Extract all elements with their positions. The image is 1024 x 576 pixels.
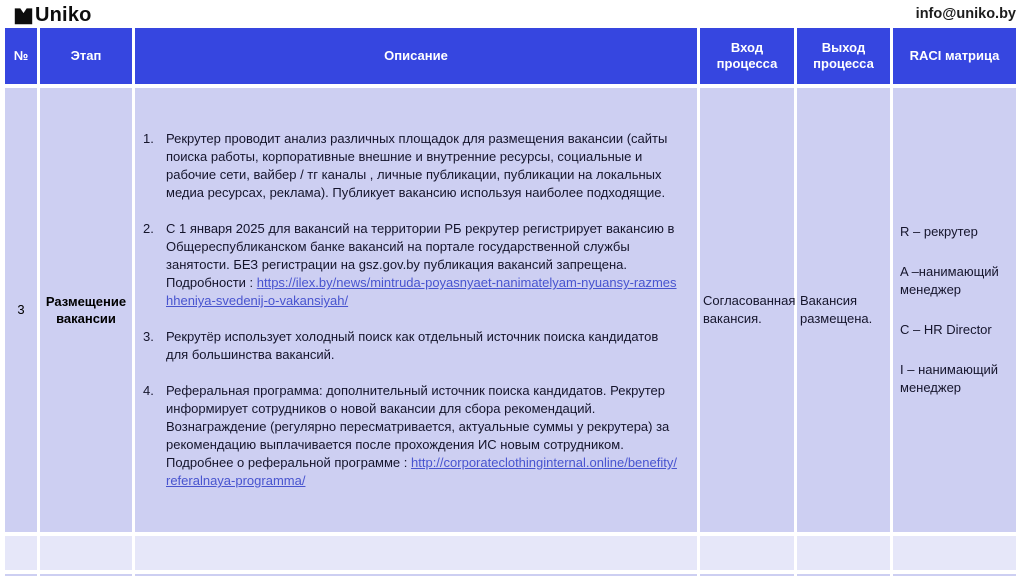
logo-text: Uniko — [35, 4, 92, 26]
row-output: Вакансия размещена. — [797, 88, 890, 532]
row-stage: Размещение вакансии — [40, 88, 132, 532]
description-text — [166, 382, 681, 490]
description-item — [143, 220, 681, 310]
description-body: Реферальная программа: дополнительный источник поиска кандидатов. Рекрутер информирует сотрудников о новой вакансии для сбора рекомендаций. Вознаграждение (регулярно пересматривается, актуальные суммы у рекрутера) за рекомендацию выплачивается после прохождения ИС новым сотрудником. Подробнее о реферальной программе : — [166, 383, 670, 470]
list-marker: 1. — [143, 131, 154, 146]
list-marker: 4. — [143, 383, 154, 398]
empty-cell — [893, 536, 1016, 570]
contact-email: info@uniko.by — [915, 6, 1016, 22]
uniko-logo-icon — [14, 6, 33, 25]
ilex-news-link[interactable]: https://ilex.by/news/mintruda-poyasnyaet-nanimatelyam-nyuansy-razmeshheniya-svedenij-o-vakansiyah/ — [166, 275, 677, 308]
list-marker: 3. — [143, 329, 154, 344]
empty-cell — [700, 536, 794, 570]
description-text — [166, 130, 681, 202]
description-body: С 1 января 2025 для вакансий на территории РБ рекрутер регистрирует вакансию в Общереспубликанском банке вакансий на портале государственной службы занятости. БЕЗ регистрации на gsz.gov.by публикация вакансий запрещена. Подробности : — [166, 221, 675, 290]
header-num: № — [5, 28, 37, 84]
header-description: Описание — [135, 28, 697, 84]
row-number: 3 — [5, 88, 37, 532]
description-item — [143, 328, 681, 364]
description-body: Рекрутёр использует холодный поиск как отдельный источник поиска кандидатов для большинства вакансий. — [166, 329, 659, 362]
row-description — [135, 88, 697, 532]
empty-cell — [135, 536, 697, 570]
description-text — [166, 220, 681, 310]
description-item — [143, 130, 681, 202]
header-output: Выход процесса — [797, 28, 890, 84]
description-body: Рекрутер проводит анализ различных площадок для размещения вакансии (сайты поиска работы, корпоративные внешние и внутренние ресурсы, социальные и рабочие сети, вайбер / тг каналы , личные публикации, публикации на локальных медиа ресурсах, реклама). Публикует вакансию используя наиболее подходящие. — [166, 131, 668, 200]
empty-cell — [5, 536, 37, 570]
row-raci-matrix — [893, 88, 1016, 532]
header-input: Вход процесса — [700, 28, 794, 84]
referral-program-link[interactable]: http://corporateclothinginternal.online/benefity/referalnaya-programma/ — [166, 455, 677, 488]
raci-responsible: R – рекрутер — [900, 224, 978, 239]
raci-informed: I – нанимающий менеджер — [900, 362, 999, 395]
row-input: Согласованная вакансия. — [700, 88, 794, 532]
header-raci: RACI матрица — [893, 28, 1016, 84]
description-item — [143, 382, 681, 490]
description-text — [166, 328, 681, 364]
empty-cell — [797, 536, 890, 570]
empty-cell — [40, 536, 132, 570]
raci-consulted: C – HR Director — [900, 322, 992, 337]
list-marker: 2. — [143, 221, 154, 236]
process-table — [5, 28, 1016, 576]
raci-accountable: A –нанимающий менеджер — [900, 264, 999, 297]
header-stage: Этап — [40, 28, 132, 84]
logo — [14, 4, 92, 27]
